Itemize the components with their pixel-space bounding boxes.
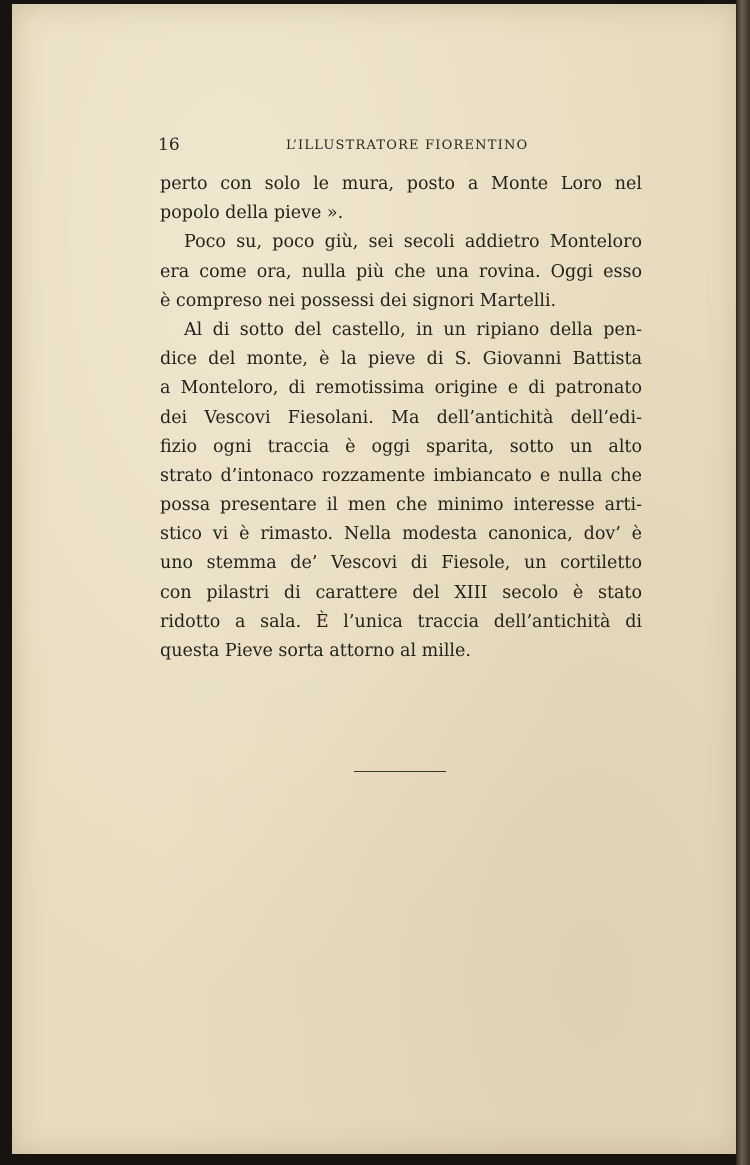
- body-text: [160, 170, 642, 666]
- text-line: questa Pieve sorta attorno al mille.: [160, 641, 471, 661]
- page-header: [158, 135, 638, 157]
- paragraph-start-line: Poco su, poco giù, sei secoli addietro Monteloro: [184, 232, 642, 253]
- text-line: perto con solo le mura, posto a Monte Loro nel: [160, 174, 642, 194]
- section-end-rule: [354, 771, 446, 772]
- text-line: era come ora, nulla più che una rovina. Oggi esso: [160, 261, 642, 282]
- page-number: 16: [158, 135, 180, 155]
- text-line: fizio ogni traccia è oggi sparita, sotto un alto: [160, 436, 642, 457]
- text-line: ridotto a sala. È l’unica traccia dell’antichità di: [160, 611, 642, 632]
- text-line: dice del monte, è la pieve di S. Giovanni Battista: [160, 349, 642, 370]
- text-line: popolo della pieve ».: [160, 203, 344, 224]
- page-binding-edge: [736, 0, 750, 1165]
- paragraph-start-line: Al di sotto del castello, in un ripiano della pen-: [184, 319, 642, 340]
- text-line: a Monteloro, di remotissima origine e di patronato: [160, 378, 642, 399]
- text-line: con pilastri di carattere del XIII secolo è stato: [160, 582, 642, 603]
- text-line: è compreso nei possessi dei signori Martelli.: [160, 290, 557, 311]
- text-line: possa presentare il men che minimo interesse arti-: [160, 495, 642, 516]
- text-line: uno stemma de’ Vescovi di Fiesole, un cortiletto: [160, 553, 642, 574]
- text-line: strato d’intonaco rozzamente imbiancato e nulla che: [160, 465, 642, 486]
- text-line: stico vi è rimasto. Nella modesta canonica, dov’ è: [160, 524, 642, 545]
- text-line: dei Vescovi Fiesolani. Ma dell’antichità dell’edi-: [160, 407, 642, 428]
- running-title: L’ILLUSTRATORE FIORENTINO: [286, 138, 529, 153]
